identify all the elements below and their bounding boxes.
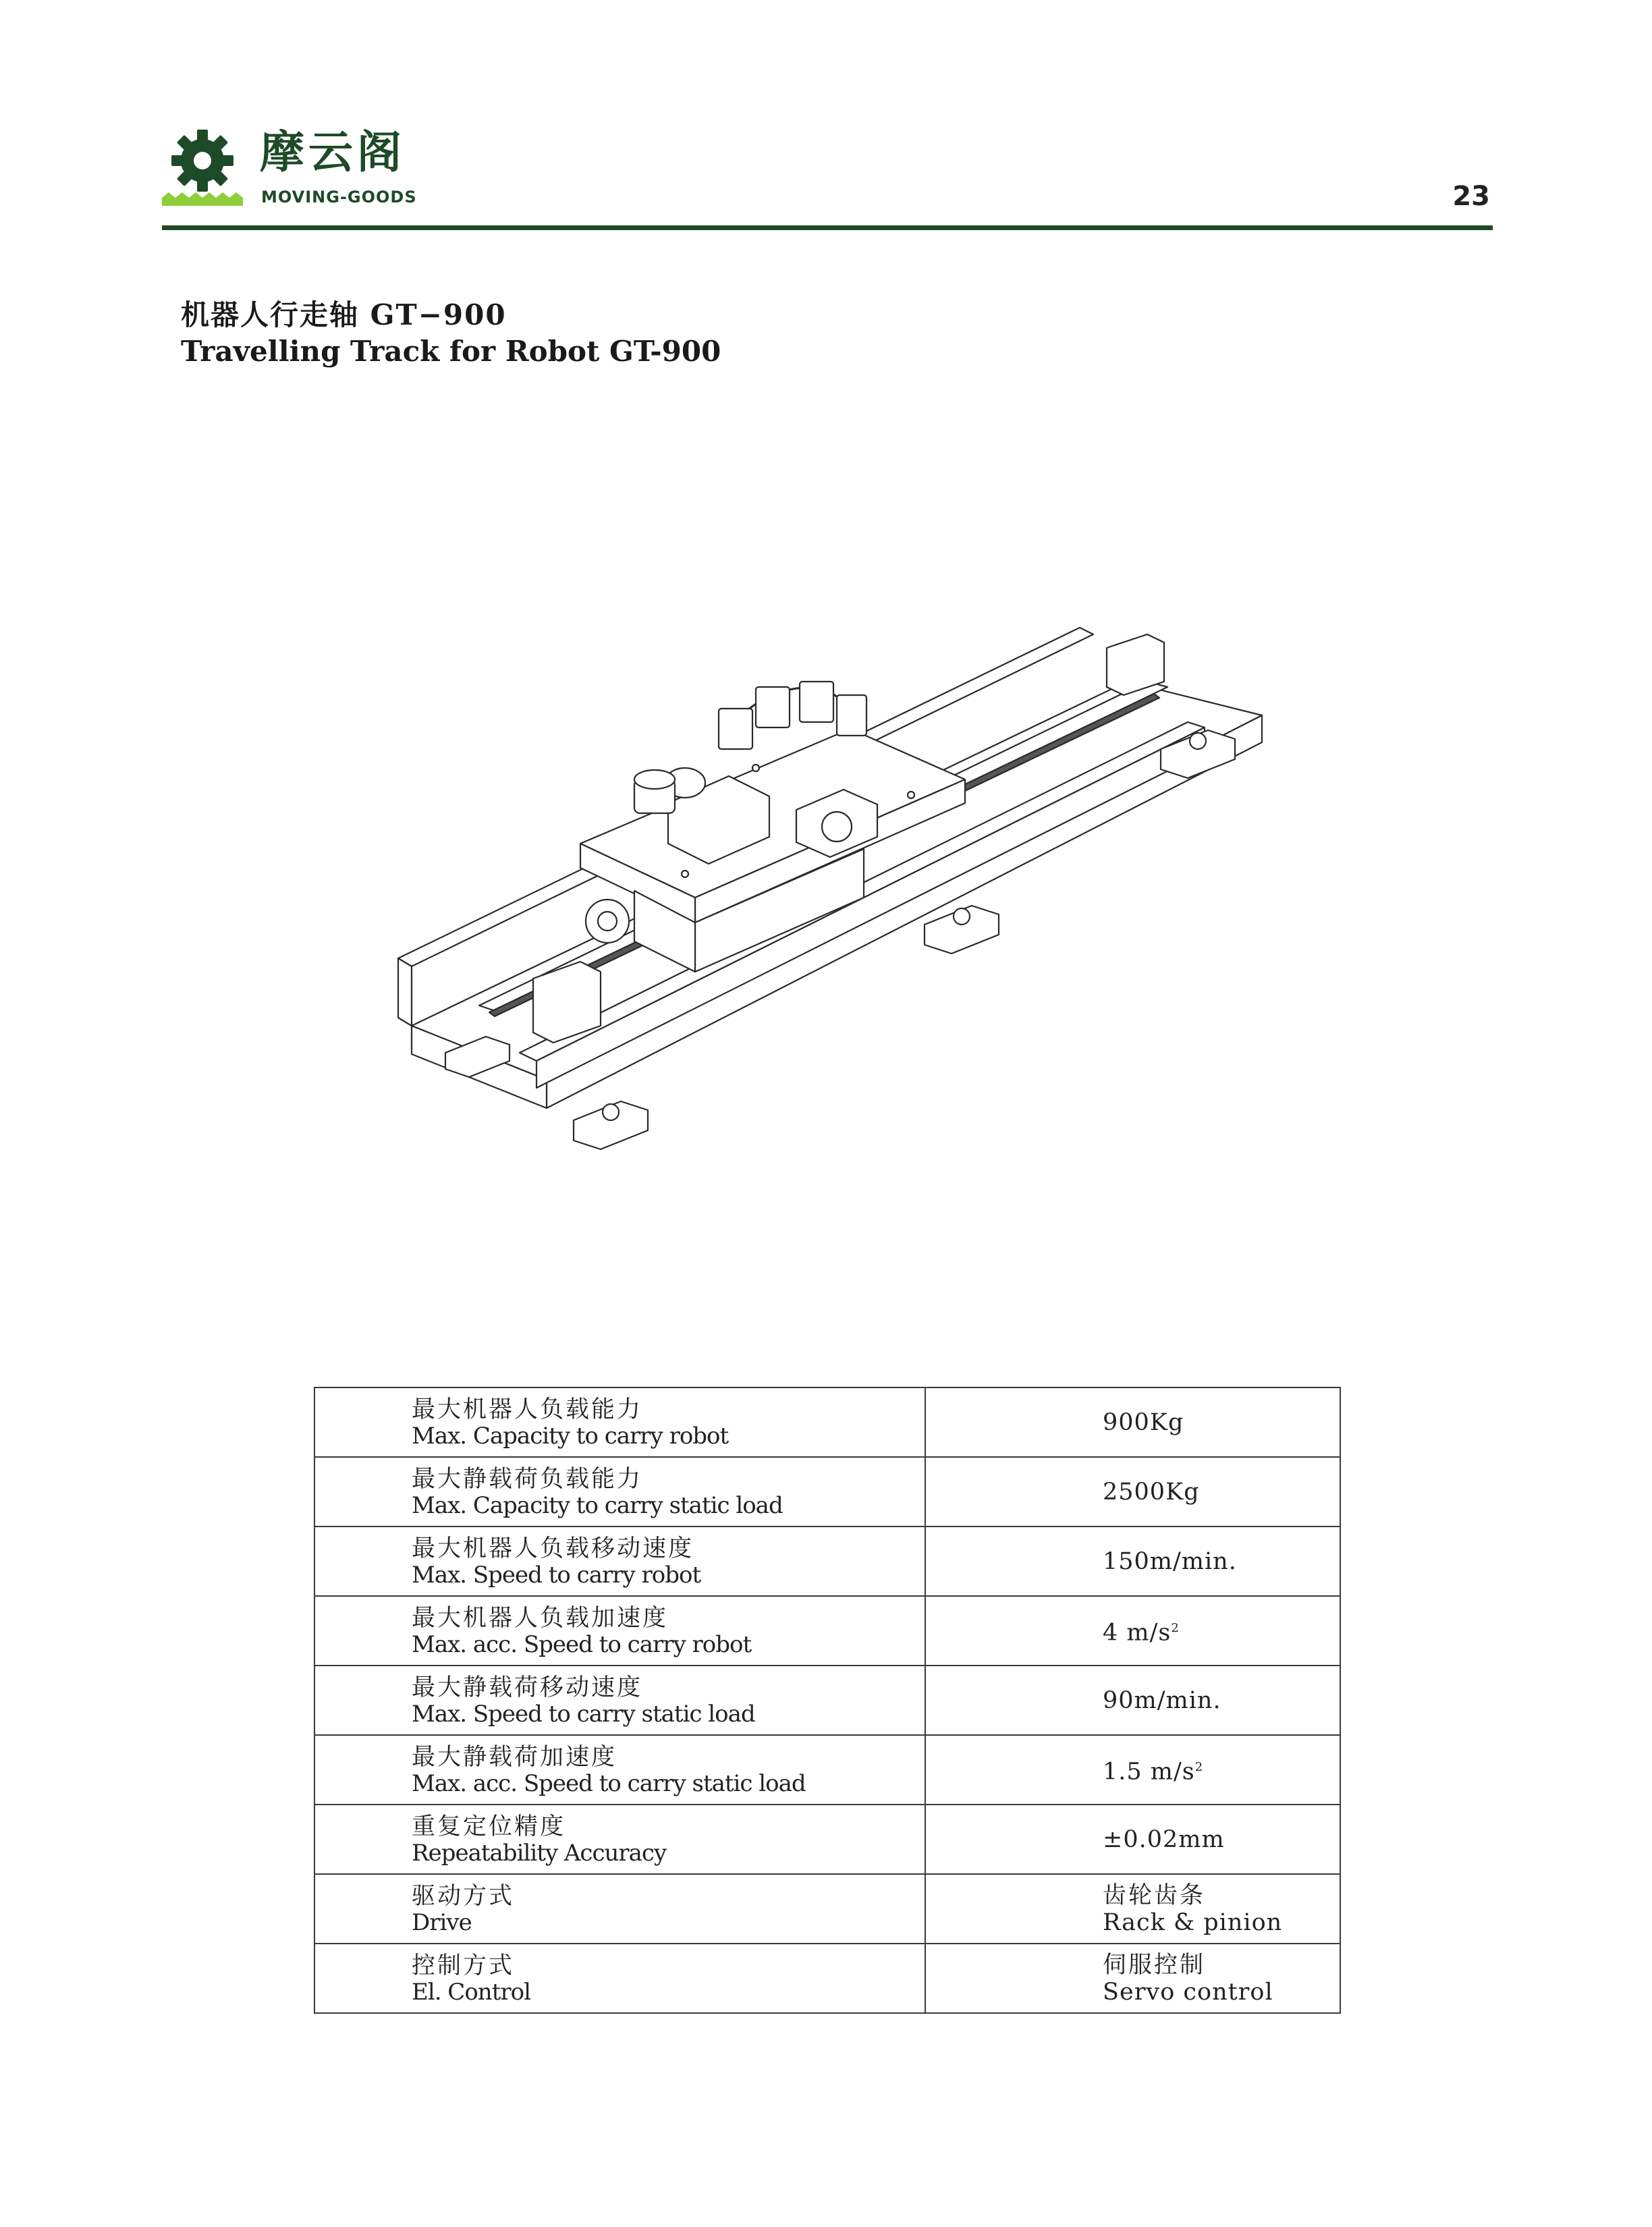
spec-label-en: Repeatability Accuracy xyxy=(412,1839,667,1867)
spec-label xyxy=(314,1805,925,1874)
spec-label-cn: 最大机器人负载能力 xyxy=(412,1396,643,1423)
spec-label-en: Max. Capacity to carry static load xyxy=(412,1491,783,1519)
spec-label xyxy=(314,1944,925,2013)
spec-value-text: Rack & pinion xyxy=(1103,1908,1283,1936)
spec-label-cn: 驱动方式 xyxy=(412,1882,515,1910)
header-divider xyxy=(162,225,1493,230)
spec-label-cn: 最大静载荷加速度 xyxy=(412,1743,617,1771)
spec-label-cn: 最大机器人负载加速度 xyxy=(412,1604,669,1632)
spec-value-text: 900Kg xyxy=(1103,1408,1184,1436)
spec-value xyxy=(925,1805,1340,1874)
spec-value-text xyxy=(1103,1754,1340,1786)
spec-label-cn: 最大静载荷负载能力 xyxy=(412,1465,643,1493)
spec-value xyxy=(925,1735,1340,1805)
spec-table xyxy=(314,1387,1341,2014)
brand-logo xyxy=(162,127,445,215)
spec-value xyxy=(925,1666,1340,1735)
brand-name-en: MOVING-GOODS xyxy=(261,188,417,207)
robot-travel-track-drawing xyxy=(378,607,1282,1181)
spec-label-en: Max. acc. Speed to carry static load xyxy=(412,1769,806,1797)
spec-value-text: 90m/min. xyxy=(1103,1686,1221,1714)
spec-label-cn: 最大机器人负载移动速度 xyxy=(412,1535,694,1562)
spec-value xyxy=(925,1457,1340,1527)
table-row xyxy=(314,1596,1340,1666)
spec-value-main: 1.5 m/s xyxy=(1103,1758,1195,1786)
spec-label-en: El. Control xyxy=(412,1978,530,2006)
spec-value xyxy=(925,1387,1340,1457)
spec-value-text: Servo control xyxy=(1103,1978,1273,2006)
gear-icon xyxy=(169,127,236,194)
page-number: 23 xyxy=(1452,181,1490,212)
spec-label-en: Drive xyxy=(412,1908,472,1936)
spec-label xyxy=(314,1457,925,1527)
spec-value-exponent: 2 xyxy=(1171,1621,1180,1636)
spec-value-text: ±0.02mm xyxy=(1103,1825,1225,1853)
table-row xyxy=(314,1735,1340,1805)
spec-label-cn: 控制方式 xyxy=(412,1952,515,1979)
brand-name-cn: 摩云阁 xyxy=(260,126,406,178)
spec-label-en: Max. acc. Speed to carry robot xyxy=(412,1630,752,1658)
spec-label-cn: 最大静载荷移动速度 xyxy=(412,1674,643,1701)
spec-label-cn: 重复定位精度 xyxy=(412,1813,566,1840)
spec-value xyxy=(925,1596,1340,1666)
title-cn: 机器人行走轴 GT−900 xyxy=(181,298,507,331)
spec-label-en: Max. Capacity to carry robot xyxy=(412,1422,729,1450)
spec-label xyxy=(314,1666,925,1735)
title-en: Travelling Track for Robot GT-900 xyxy=(181,335,721,368)
spec-label xyxy=(314,1874,925,1944)
table-row xyxy=(314,1387,1340,1457)
spec-label xyxy=(314,1527,925,1596)
spec-label-en: Max. Speed to carry static load xyxy=(412,1700,755,1728)
table-row xyxy=(314,1874,1340,1944)
table-row xyxy=(314,1666,1340,1735)
grass-icon xyxy=(162,191,243,206)
table-row xyxy=(314,1457,1340,1527)
spec-value-text: 2500Kg xyxy=(1103,1478,1200,1506)
spec-label-en: Max. Speed to carry robot xyxy=(412,1561,701,1589)
table-row xyxy=(314,1805,1340,1874)
table-row xyxy=(314,1944,1340,2013)
spec-value-text xyxy=(1103,1615,1340,1647)
table-row xyxy=(314,1527,1340,1596)
spec-value xyxy=(925,1944,1340,2013)
spec-value xyxy=(925,1874,1340,1944)
spec-label xyxy=(314,1596,925,1666)
spec-value-exponent: 2 xyxy=(1194,1760,1204,1775)
spec-label xyxy=(314,1735,925,1805)
spec-value-cn: 伺服控制 xyxy=(1103,1951,1206,1979)
spec-value-text: 150m/min. xyxy=(1103,1547,1237,1575)
spec-value-cn: 齿轮齿条 xyxy=(1103,1881,1206,1909)
page-title xyxy=(181,297,721,370)
spec-value xyxy=(925,1527,1340,1596)
spec-label xyxy=(314,1387,925,1457)
spec-value-main: 4 m/s xyxy=(1103,1619,1172,1647)
